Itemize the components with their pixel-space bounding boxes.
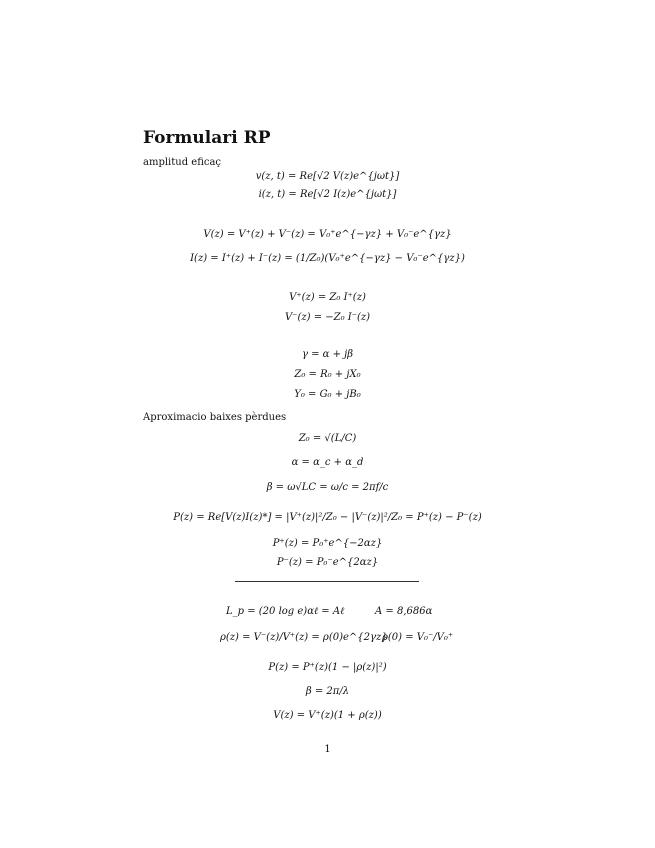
equation-i-z: I(z) = I⁺(z) + I⁻(z) = (1/Z₀)(V₀⁺e^{−γz} − V₀⁻e^{γz}) — [190, 253, 465, 264]
equation-z0: Z₀ = R₀ + jX₀ — [294, 369, 361, 380]
section-label-amplitud: amplitud eficaç — [143, 157, 222, 168]
equation-power: P(z) = Re[V(z)I(z)*] = |V⁺(z)|²/Z₀ − |V⁻(z)|²/Z₀ = P⁺(z) − P⁻(z) — [173, 512, 482, 523]
equation-v-zt: v(z, t) = Re[√2 V(z)e^{jωt}] — [255, 171, 400, 182]
equation-alpha: α = α_c + α_d — [291, 457, 364, 468]
equation-v-z: V(z) = V⁺(z) + V⁻(z) = V₀⁺e^{−γz} + V₀⁻e^{γz} — [203, 229, 452, 240]
section-label-aprox: Aproximacio baixes pèrdues — [143, 412, 287, 423]
page-title: Formulari RP — [143, 128, 271, 148]
equation-p-rho: P(z) = P⁺(z)(1 − |ρ(z)|²) — [268, 662, 387, 673]
equation-beta: β = ω√LC = ω/c = 2πf/c — [266, 482, 389, 493]
equation-i-zt: i(z, t) = Re[√2 I(z)e^{jωt}] — [258, 189, 397, 200]
equation-gamma: γ = α + jβ — [301, 349, 354, 360]
equation-rho-z: ρ(z) = V⁻(z)/V⁺(z) = ρ(0)e^{2γz} — [220, 632, 388, 643]
equation-p-plus: P⁺(z) = P₀⁺e^{−2αz} — [272, 538, 383, 549]
equation-beta-lambda: β = 2π/λ — [305, 686, 350, 697]
equation-v-rho: V(z) = V⁺(z)(1 + ρ(z)) — [273, 710, 382, 721]
page-number: 1 — [324, 744, 331, 755]
equation-z0-lc: Z₀ = √(L/C) — [298, 433, 357, 444]
horizontal-rule — [235, 581, 419, 582]
equation-lp: L_p = (20 log e)αℓ = Aℓ — [226, 606, 345, 617]
equation-a: A = 8,686α — [375, 606, 433, 617]
equation-v-minus: V⁻(z) = −Z₀ I⁻(z) — [284, 312, 371, 323]
equation-rho-0: ρ(0) = V₀⁻/V₀⁺ — [382, 632, 454, 643]
equation-y0: Y₀ = G₀ + jB₀ — [294, 389, 361, 400]
equation-p-minus: P⁻(z) = P₀⁻e^{2αz} — [276, 557, 379, 568]
equation-v-plus: V⁺(z) = Z₀ I⁺(z) — [289, 292, 366, 303]
